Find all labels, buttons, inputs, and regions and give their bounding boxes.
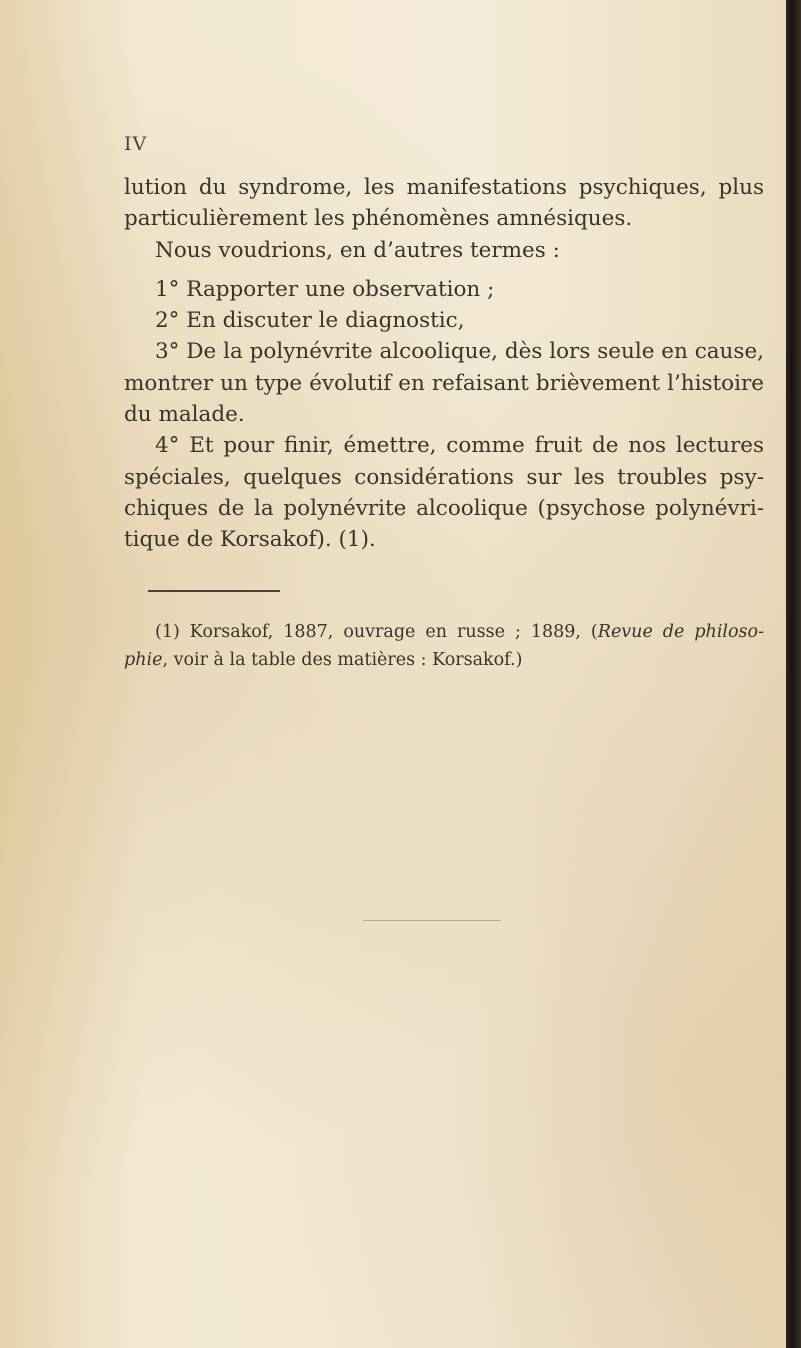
text-line: Nous voudrions, en d’autres termes : <box>155 237 560 263</box>
footnote-journal-title: Revue de philoso- <box>597 622 764 642</box>
text-line: spéciales, quelques considérations sur les troubles psy- <box>124 464 764 490</box>
list-item-2: 2° En discuter le diagnostic, <box>155 308 465 334</box>
text-line: chiques de la polynévrite alcoolique (psychose polynévri- <box>124 495 764 521</box>
text-line: montrer un type évolutif en refaisant brièvement l’histoire <box>124 370 764 396</box>
decorative-line <box>363 920 501 921</box>
list-item-4: 4° Et pour finir, émettre, comme fruit de nos lectures <box>155 433 764 459</box>
main-text <box>124 172 764 556</box>
footnote-text: (1) Korsakof, 1887, ouvrage en russe ; 1889, ( <box>155 622 598 642</box>
footnote-separator <box>148 590 280 592</box>
text-line: particulièrement les phénomènes amnésiques. <box>124 206 633 232</box>
text-line: tique de Korsakof). (1). <box>124 527 376 553</box>
footnote-line <box>124 646 764 674</box>
page-edge <box>786 0 801 1348</box>
text-line: du malade. <box>124 402 245 428</box>
footnote <box>124 618 764 674</box>
footnote-journal-title-end: phie <box>124 650 163 670</box>
page-number: IV <box>124 133 148 155</box>
text-line: lution du syndrome, les manifestations psychiques, plus <box>124 175 764 200</box>
list-item-3: 3° De la polynévrite alcoolique, dès lors seule en cause, <box>155 339 764 365</box>
footnote-text: , voir à la table des matières : Korsakof.) <box>162 650 523 670</box>
footnote-line <box>124 618 764 646</box>
list-item-1: 1° Rapporter une observation ; <box>155 276 495 302</box>
